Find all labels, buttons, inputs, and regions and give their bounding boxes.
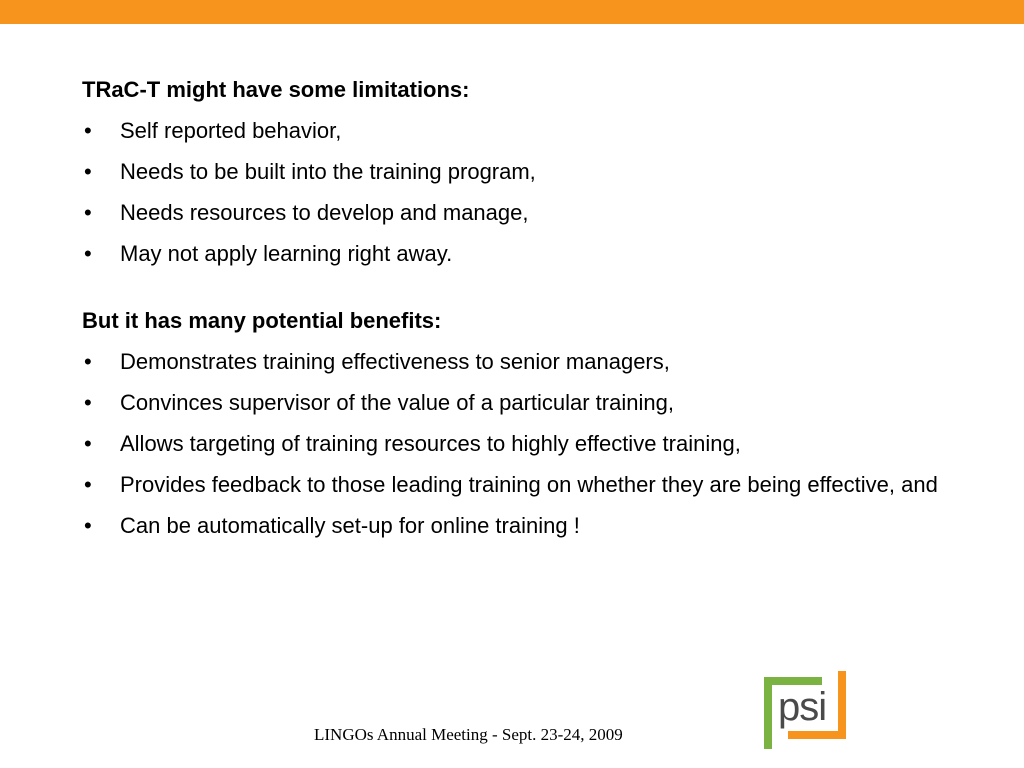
logo-green-bracket-horizontal bbox=[764, 677, 822, 685]
bullet-icon: • bbox=[84, 349, 92, 374]
bullet-icon: • bbox=[84, 390, 92, 415]
list-item-text: May not apply learning right away. bbox=[120, 241, 453, 266]
logo-orange-bracket-horizontal bbox=[788, 731, 846, 739]
list-item bbox=[82, 512, 962, 539]
benefits-heading: But it has many potential benefits: bbox=[82, 308, 442, 333]
benefits-list bbox=[82, 348, 962, 539]
list-item-text: Provides feedback to those leading training on whether they are being effective, and bbox=[120, 472, 938, 497]
logo-text: psi bbox=[778, 685, 827, 729]
list-item bbox=[82, 471, 962, 498]
list-item bbox=[82, 117, 962, 144]
list-item-text: Needs to be built into the training program, bbox=[120, 159, 536, 184]
logo-green-bracket-vertical bbox=[764, 677, 772, 749]
list-item-text: Demonstrates training effectiveness to senior managers, bbox=[120, 349, 670, 374]
list-item bbox=[82, 199, 962, 226]
bullet-icon: • bbox=[84, 159, 92, 184]
limitations-heading: TRaC-T might have some limitations: bbox=[82, 77, 470, 102]
footer-text: LINGOs Annual Meeting - Sept. 23-24, 2009 bbox=[314, 725, 623, 744]
bullet-icon: • bbox=[84, 241, 92, 266]
top-accent-bar bbox=[0, 0, 1024, 24]
bullet-icon: • bbox=[84, 200, 92, 225]
bullet-icon: • bbox=[84, 431, 92, 456]
bullet-icon: • bbox=[84, 118, 92, 143]
list-item-text: Self reported behavior, bbox=[120, 118, 342, 143]
list-item bbox=[82, 389, 962, 416]
limitations-list bbox=[82, 117, 962, 267]
list-item-text: Convinces supervisor of the value of a particular training, bbox=[120, 390, 674, 415]
psi-logo bbox=[764, 671, 848, 749]
list-item-text: Needs resources to develop and manage, bbox=[120, 200, 529, 225]
list-item bbox=[82, 240, 962, 267]
list-item-text: Allows targeting of training resources to highly effective training, bbox=[120, 431, 741, 456]
list-item-text: Can be automatically set-up for online training ! bbox=[120, 513, 580, 538]
list-item bbox=[82, 158, 962, 185]
logo-orange-bracket-vertical bbox=[838, 671, 846, 739]
bullet-icon: • bbox=[84, 472, 92, 497]
list-item bbox=[82, 348, 962, 375]
list-item bbox=[82, 430, 962, 457]
bullet-icon: • bbox=[84, 513, 92, 538]
slide-content bbox=[82, 76, 962, 553]
